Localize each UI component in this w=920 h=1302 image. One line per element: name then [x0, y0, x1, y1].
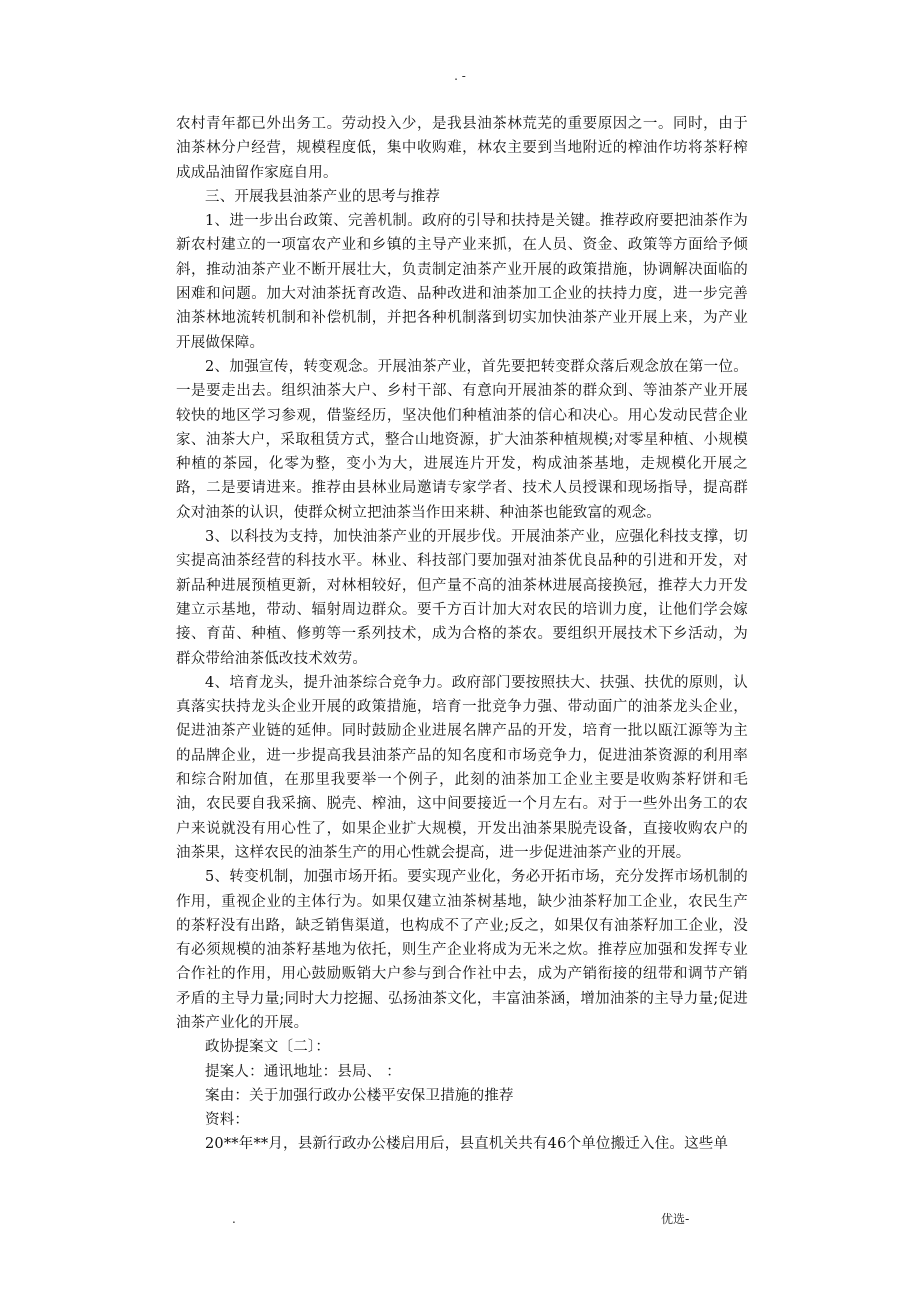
paragraph: 4、培育龙头，提升油茶综合竞争力。政府部门要按照扶大、扶强、扶优的原则，认真落实扶持龙头企业开展的政策措施，培育一批竞争力强、带动面广的油茶龙头企业，促进油茶产业链的延伸。同时鼓励企业进展名牌产品的开发，培育一批以瓯江源等为主的品牌企业，进一步提高我县油茶产品的知名度和市场竞争力，促进油茶资源的利用率和综合附加值，在那里我要举一个例子，此刻的油茶加工企业主要是收购茶籽饼和毛油，农民要自我采摘、脱壳、榨油，这中间要接近一个月左右。对于一些外出务工的农户来说就没有用心性了，如果企业扩大规模，开发出油茶果脱壳设备，直接收购农户的油茶果，这样农民的油茶生产的用心性就会提高，进一步促进油茶产业的开展。 — [176, 674, 748, 861]
section-heading: 三、开展我县油茶产业的思考与推荐 — [205, 188, 441, 205]
paragraph: 1、进一步出台政策、完善机制。政府的引导和扶持是关键。推荐政府要把油茶作为新农村建立的一项富农产业和乡镇的主导产业来抓，在人员、资金、政策等方面给予倾斜，推动油茶产业不断开展壮大，负责制定油茶产业开展的政策措施，协调解决面临的困难和问题。加大对油茶抚育改造、品种改进和油茶加工企业的扶持力度，进一步完善油茶林地流转机制和补偿机制，并把各种机制落到切实加快油茶产业开展上来，为产业开展做保障。 — [176, 213, 748, 351]
footer-dot: . — [232, 1212, 236, 1226]
proposer-line: 提案人：通讯地址：县局、 ： — [205, 1063, 401, 1080]
proposal-title: 政协提案文〔二〕： — [205, 1039, 331, 1056]
header-mark: . - — [454, 69, 466, 83]
footer-text: 优选- — [661, 1212, 690, 1226]
paragraph: 3、以科技为支持，加快油茶产业的开展步伐。开展油茶产业，应强化科技支撑，切实提高油茶经营的科技水平。林业、科技部门要加强对油茶优良品种的引进和开发，对新品种进展预植更新，对林相较好，但产量不高的油茶林进展高接换冠，推荐大力开发建立示基地，带动、辐射周边群众。要千方百计加大对农民的培训力度，让他们学会嫁接、育苗、种植、修剪等一系列技术，成为合格的茶农。要组织开展技术下乡活动，为群众带给油茶低改技术效劳。 — [176, 529, 748, 667]
paragraph: 2、加强宣传，转变观念。开展油茶产业，首先要把转变群众落后观念放在第一位。一是要走出去。组织油茶大户、乡村干部、有意向开展油茶的群众到、等油茶产业开展较快的地区学习参观，借鉴经历，坚决他们种植油茶的信心和决心。用心发动民营企业家、油茶大户，采取租赁方式，整合山地资源，扩大油茶种植规模;对零星种植、小规模种植的茶园，化零为整，变小为大，进展连片开发，构成油茶基地，走规模化开展之路，二是要请进来。推荐由县林业局邀请专家学者、技术人员授课和现场指导，提高群众对油茶的认识，使群众树立把油茶当作田来耕、种油茶也能致富的观念。 — [176, 358, 748, 521]
material-label: 资料： — [205, 1112, 250, 1129]
paragraph: 5、转变机制，加强市场开拓。要实现产业化，务必开拓市场，充分发挥市场机制的作用，重视企业的主体行为。如果仅建立油茶树基地，缺少油茶籽加工企业，农民生产的茶籽没有出路，缺乏销售渠道，也构成不了产业;反之，如果仅有油茶籽加工企业，没有必须规模的油茶籽基地为依托，则生产企业将成为无米之炊。推荐应加强和发挥专业合作社的作用，用心鼓励贩销大户参与到合作社中去，成为产销衔接的纽带和调节产销矛盾的主导力量;同时大力挖掘、弘扬油茶文化，丰富油茶涵，增加油茶的主导力量;促进油茶产业化的开展。 — [176, 869, 748, 1031]
document-body — [176, 112, 748, 1157]
paragraph: 20**年**月，县新行政办公楼启用后，县直机关共有46个单位搬迁入住。这些单 — [205, 1136, 729, 1153]
subject-line: 案由：关于加强行政办公楼平安保卫措施的推荐 — [205, 1087, 514, 1104]
paragraph: 农村青年都已外出务工。劳动投入少，是我县油茶林荒芜的重要原因之一。同时，由于油茶林分户经营，规模程度低，集中收购难，林农主要到当地附近的榨油作坊将茶籽榨成成品油留作家庭自用。 — [176, 116, 748, 181]
